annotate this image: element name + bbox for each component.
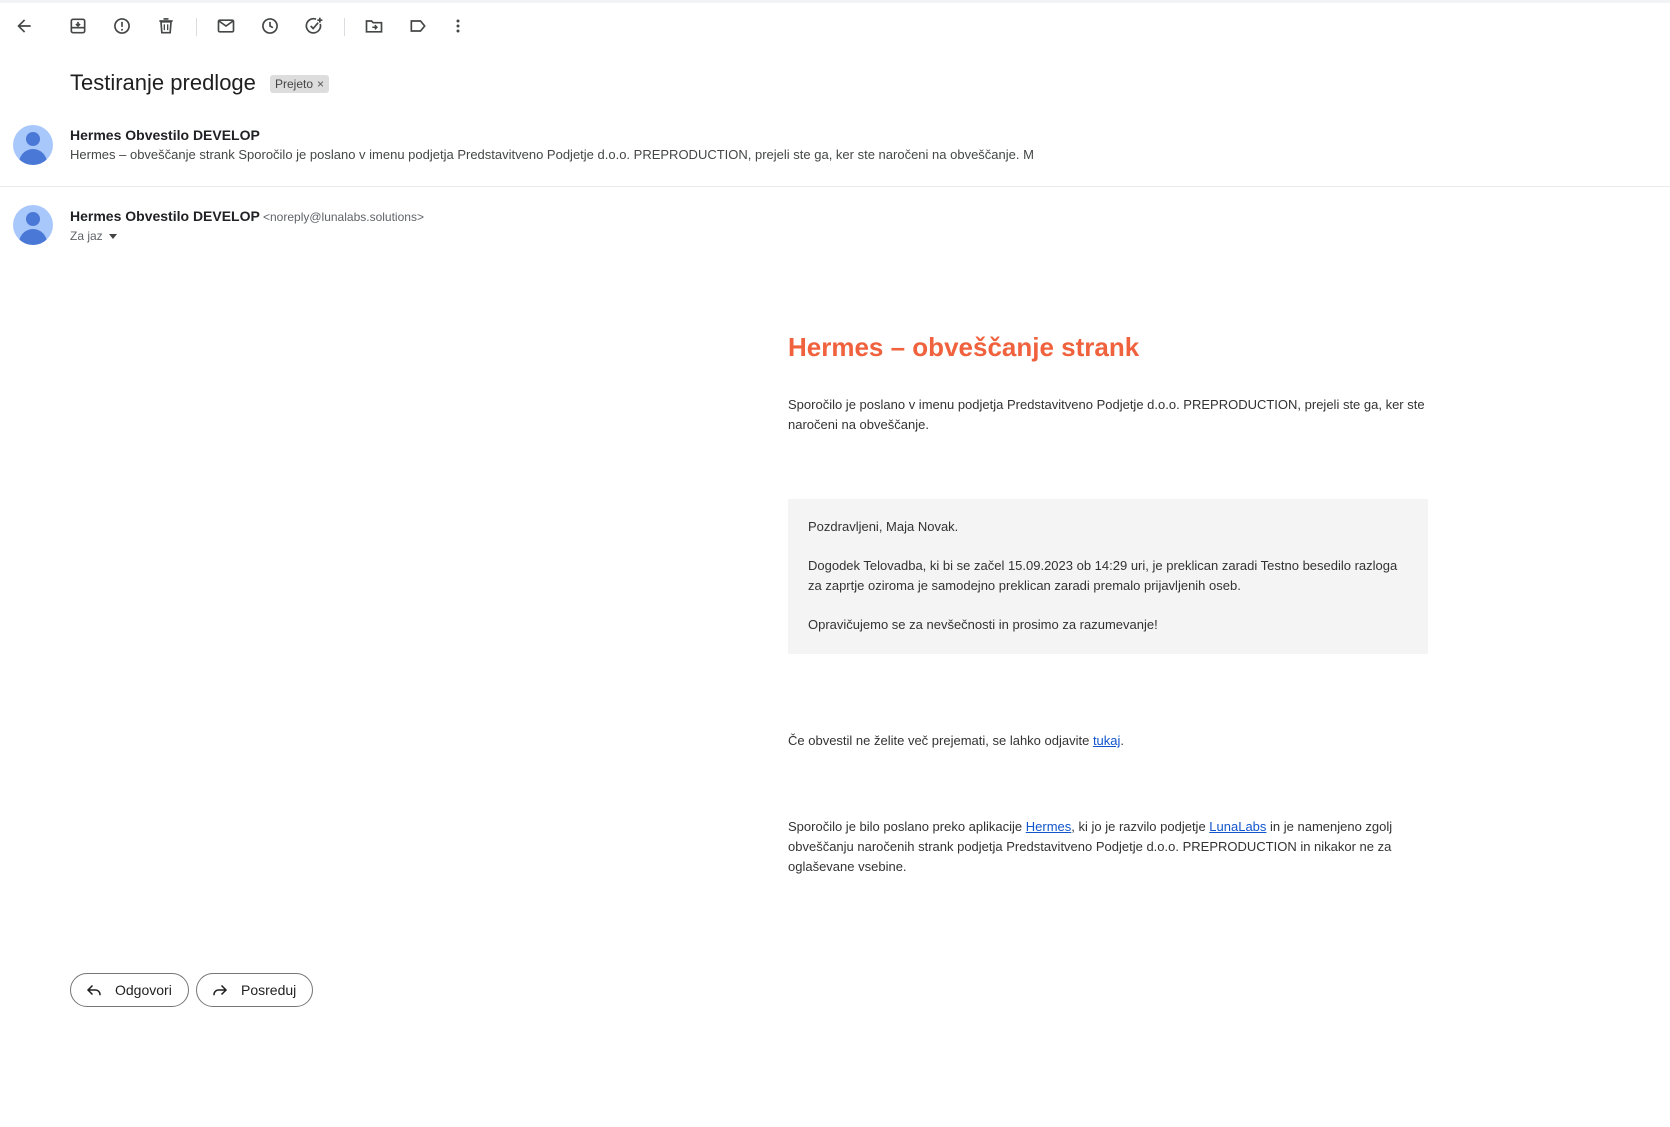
avatar-body	[19, 149, 47, 165]
apology-text: Opravičujemo se za nevšečnosti in prosimo za razumevanje!	[808, 617, 1158, 632]
unsubscribe-suffix: .	[1120, 733, 1125, 748]
email-body	[788, 330, 1428, 877]
footer-text: in je namenjeno zgolj obveščanju naročenih strank podjetja Predstavitveno Podjetje d.o.o. PREPRODUCTION in nikakor ne za oglaševane vsebine.	[788, 819, 1393, 874]
reply-icon	[85, 981, 103, 999]
avatar	[13, 125, 53, 165]
recipients-label: Za jaz	[70, 229, 103, 243]
top-border	[0, 0, 1670, 3]
toolbar-separator	[344, 18, 345, 36]
collapsed-message-snippet[interactable]: Hermes – obveščanje strank Sporočilo je poslano v imenu podjetja Predstavitveno Podjetje d.o.o. PREPRODUCTION, prejeli ste ga, ker ste naročeni na obveščanje. M	[70, 147, 1034, 162]
intro-paragraph: Sporočilo je poslano v imenu podjetja Predstavitveno Podjetje d.o.o. PREPRODUCTION, prejeli ste ga, ker ste naročeni na obveščanje.	[788, 397, 1425, 432]
label-chip-text: Prejeto	[275, 77, 314, 91]
avatar-head	[26, 212, 40, 226]
avatar	[13, 205, 53, 245]
footer-text: Sporočilo je bilo poslano preko aplikacije	[788, 819, 1026, 834]
close-icon[interactable]: ×	[317, 77, 325, 91]
avatar-body	[19, 229, 47, 245]
label-chip[interactable]	[270, 75, 329, 93]
forward-icon	[211, 981, 229, 999]
unsubscribe-paragraph	[788, 731, 1428, 751]
delete-icon[interactable]	[146, 6, 186, 46]
chevron-down-icon	[109, 234, 117, 239]
footer-text: , ki jo je razvilo podjetje	[1071, 819, 1210, 834]
snooze-icon[interactable]	[250, 6, 290, 46]
more-vert-icon[interactable]	[438, 6, 478, 46]
unsubscribe-prefix: Če obvestil ne želite več prejemati, se lahko odjavite	[788, 733, 1093, 748]
avatar-head	[26, 132, 40, 146]
label-icon[interactable]	[398, 6, 438, 46]
greeting-text: Pozdravljeni, Maja Novak.	[808, 519, 959, 534]
forward-button[interactable]	[196, 973, 313, 1007]
unsubscribe-link[interactable]: tukaj	[1092, 733, 1121, 748]
sender-email: <noreply@lunalabs.solutions>	[263, 210, 424, 224]
back-arrow-icon[interactable]	[4, 6, 44, 46]
footer-paragraph	[788, 817, 1428, 877]
recipients-toggle[interactable]	[70, 229, 117, 243]
toolbar-separator	[196, 18, 197, 36]
move-to-icon[interactable]	[354, 6, 394, 46]
report-spam-icon[interactable]	[102, 6, 142, 46]
lunalabs-link[interactable]: LunaLabs	[1209, 819, 1267, 834]
hermes-link[interactable]: Hermes	[1025, 819, 1072, 834]
reply-button[interactable]	[70, 973, 189, 1007]
notice-box	[788, 499, 1428, 654]
collapsed-message-sender[interactable]: Hermes Obvestilo DEVELOP	[70, 127, 260, 143]
message-toolbar	[0, 6, 1670, 46]
thread-subject: Testiranje predloge	[70, 70, 256, 95]
message-divider	[0, 186, 1670, 187]
sender-name[interactable]: Hermes Obvestilo DEVELOP	[70, 208, 260, 224]
email-heading: Hermes – obveščanje strank	[788, 332, 1140, 362]
reply-label: Odgovori	[115, 982, 172, 998]
forward-label: Posreduj	[241, 982, 297, 998]
event-text: Dogodek Telovadba, ki bi se začel 15.09.2023 ob 14:29 uri, je preklican zaradi Testno besedilo razloga za zaprtje oziroma je samodejno preklican zaradi premalo prijavljenih oseb.	[808, 558, 1398, 593]
add-task-icon[interactable]	[294, 6, 334, 46]
mark-unread-icon[interactable]	[206, 6, 246, 46]
archive-icon[interactable]	[58, 6, 98, 46]
